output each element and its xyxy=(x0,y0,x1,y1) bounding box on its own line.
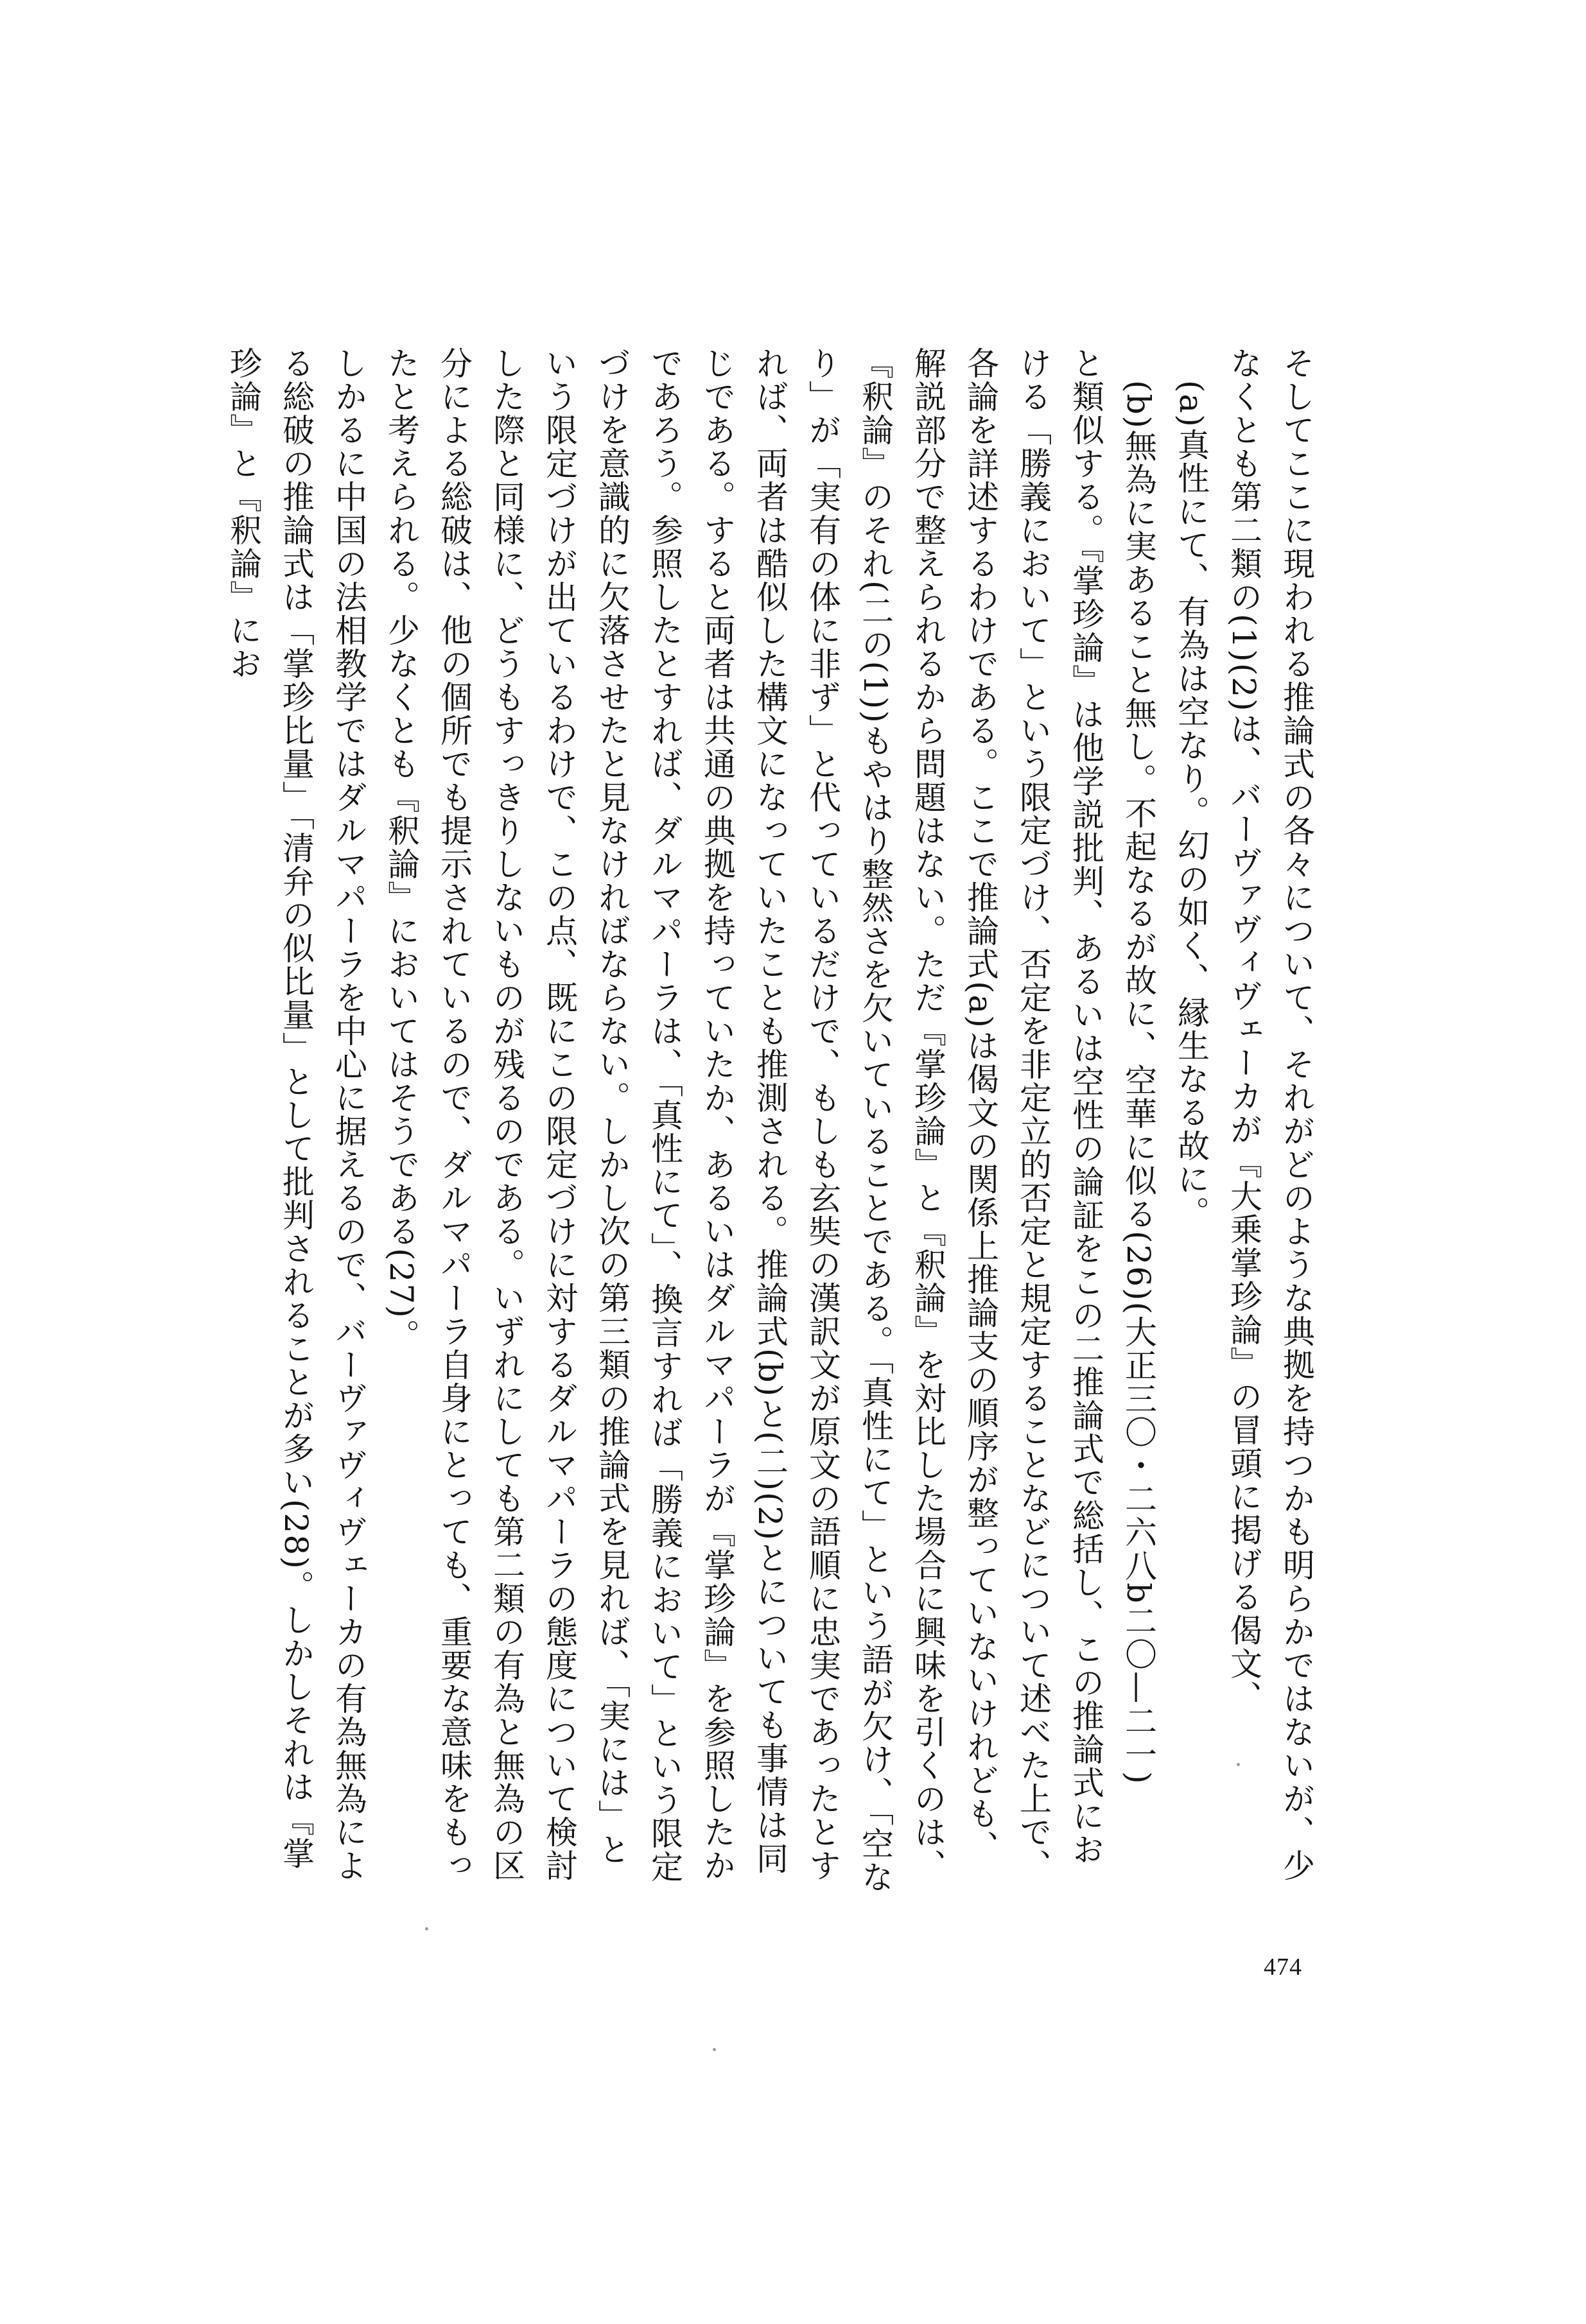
scan-speck xyxy=(1237,1763,1240,1766)
vertical-text-block xyxy=(225,347,1323,1894)
scan-speck xyxy=(425,1927,428,1930)
scan-speck xyxy=(713,2048,716,2051)
page-number: 474 xyxy=(1264,1954,1302,1981)
formula-b: (b)無為に実あること無し。不起なるが故に、空華に似る(26)(大正三〇・二六八b二〇—二一) xyxy=(1120,380,1157,1785)
paragraph-final: しかるに中国の法相教学ではダルマパーラを中心に据えるので、バーヴァヴィヴェーカの有為無為による総破の推論式は「掌珍比量」「清弁の似比量」として批判されることが多い(28)。しかしそれは『掌珍論』と『釈論』にお xyxy=(225,347,367,1882)
paragraph-intro: そしてここに現われる推論式の各々について、それがどのような典拠を持つかも明らかではないが、少なくとも第二類の(1)(2)は、バーヴァヴィヴェーカが『大乗掌珍論』の冒頭に掲げる偈文、 xyxy=(1225,347,1315,1882)
paragraph-main: と類似する。『掌珍論』は他学説批判、あるいは空性の論証をこの二推論式で総括し、この推論式における「勝義において」という限定づけ、否定を非定立的否定と規定することなどについて述べた上で、各論を詳述するわけである。ここで推論式(a)は偈文の関係上推論支の順序が整っていないけれども、解説部分で整えられるから問題はない。ただ『掌珍論』と『釈論』を対比した場合に興味を引くのは、『釈論』のそれ(二の(1))もやはり整然さを欠いていることである。「真性にて」という語が欠け、「空なり」が「実有の体に非ず」と代っているだけで、もしも玄奘の漢訳文が原文の語順に忠実であったとすれば、両者は酷似した構文になっていたことも推測される。推論式(b)と(二)(2)とについても事情は同じである。すると両者は共通の典拠を持っていたか、あるいはダルマパーラが『掌珍論』を参照したかであろう。参照したとすれば、ダルマパーラは、「真性にて」、換言すれば「勝義において」という限定づけを意識的に欠落させたと見なければならない。しかし次の第三類の推論式を見れば、「実には」という限定づけが出ているわけで、この点、既にこの限定づけに対するダルマパーラの態度について検討した際と同様に、どうもすっきりしないものが残るのである。いずれにしても第二類の有為と無為の区分による総破は、他の個所でも提示されているので、ダルマパーラ自身にとっても、重要な意味をもったと考えられる。少なくとも『釈論』においてはそうである(27)。 xyxy=(383,347,1104,1894)
formula-a: (a)真性にて、有為は空なり。幻の如く、縁生なる故に。 xyxy=(1172,380,1210,1229)
